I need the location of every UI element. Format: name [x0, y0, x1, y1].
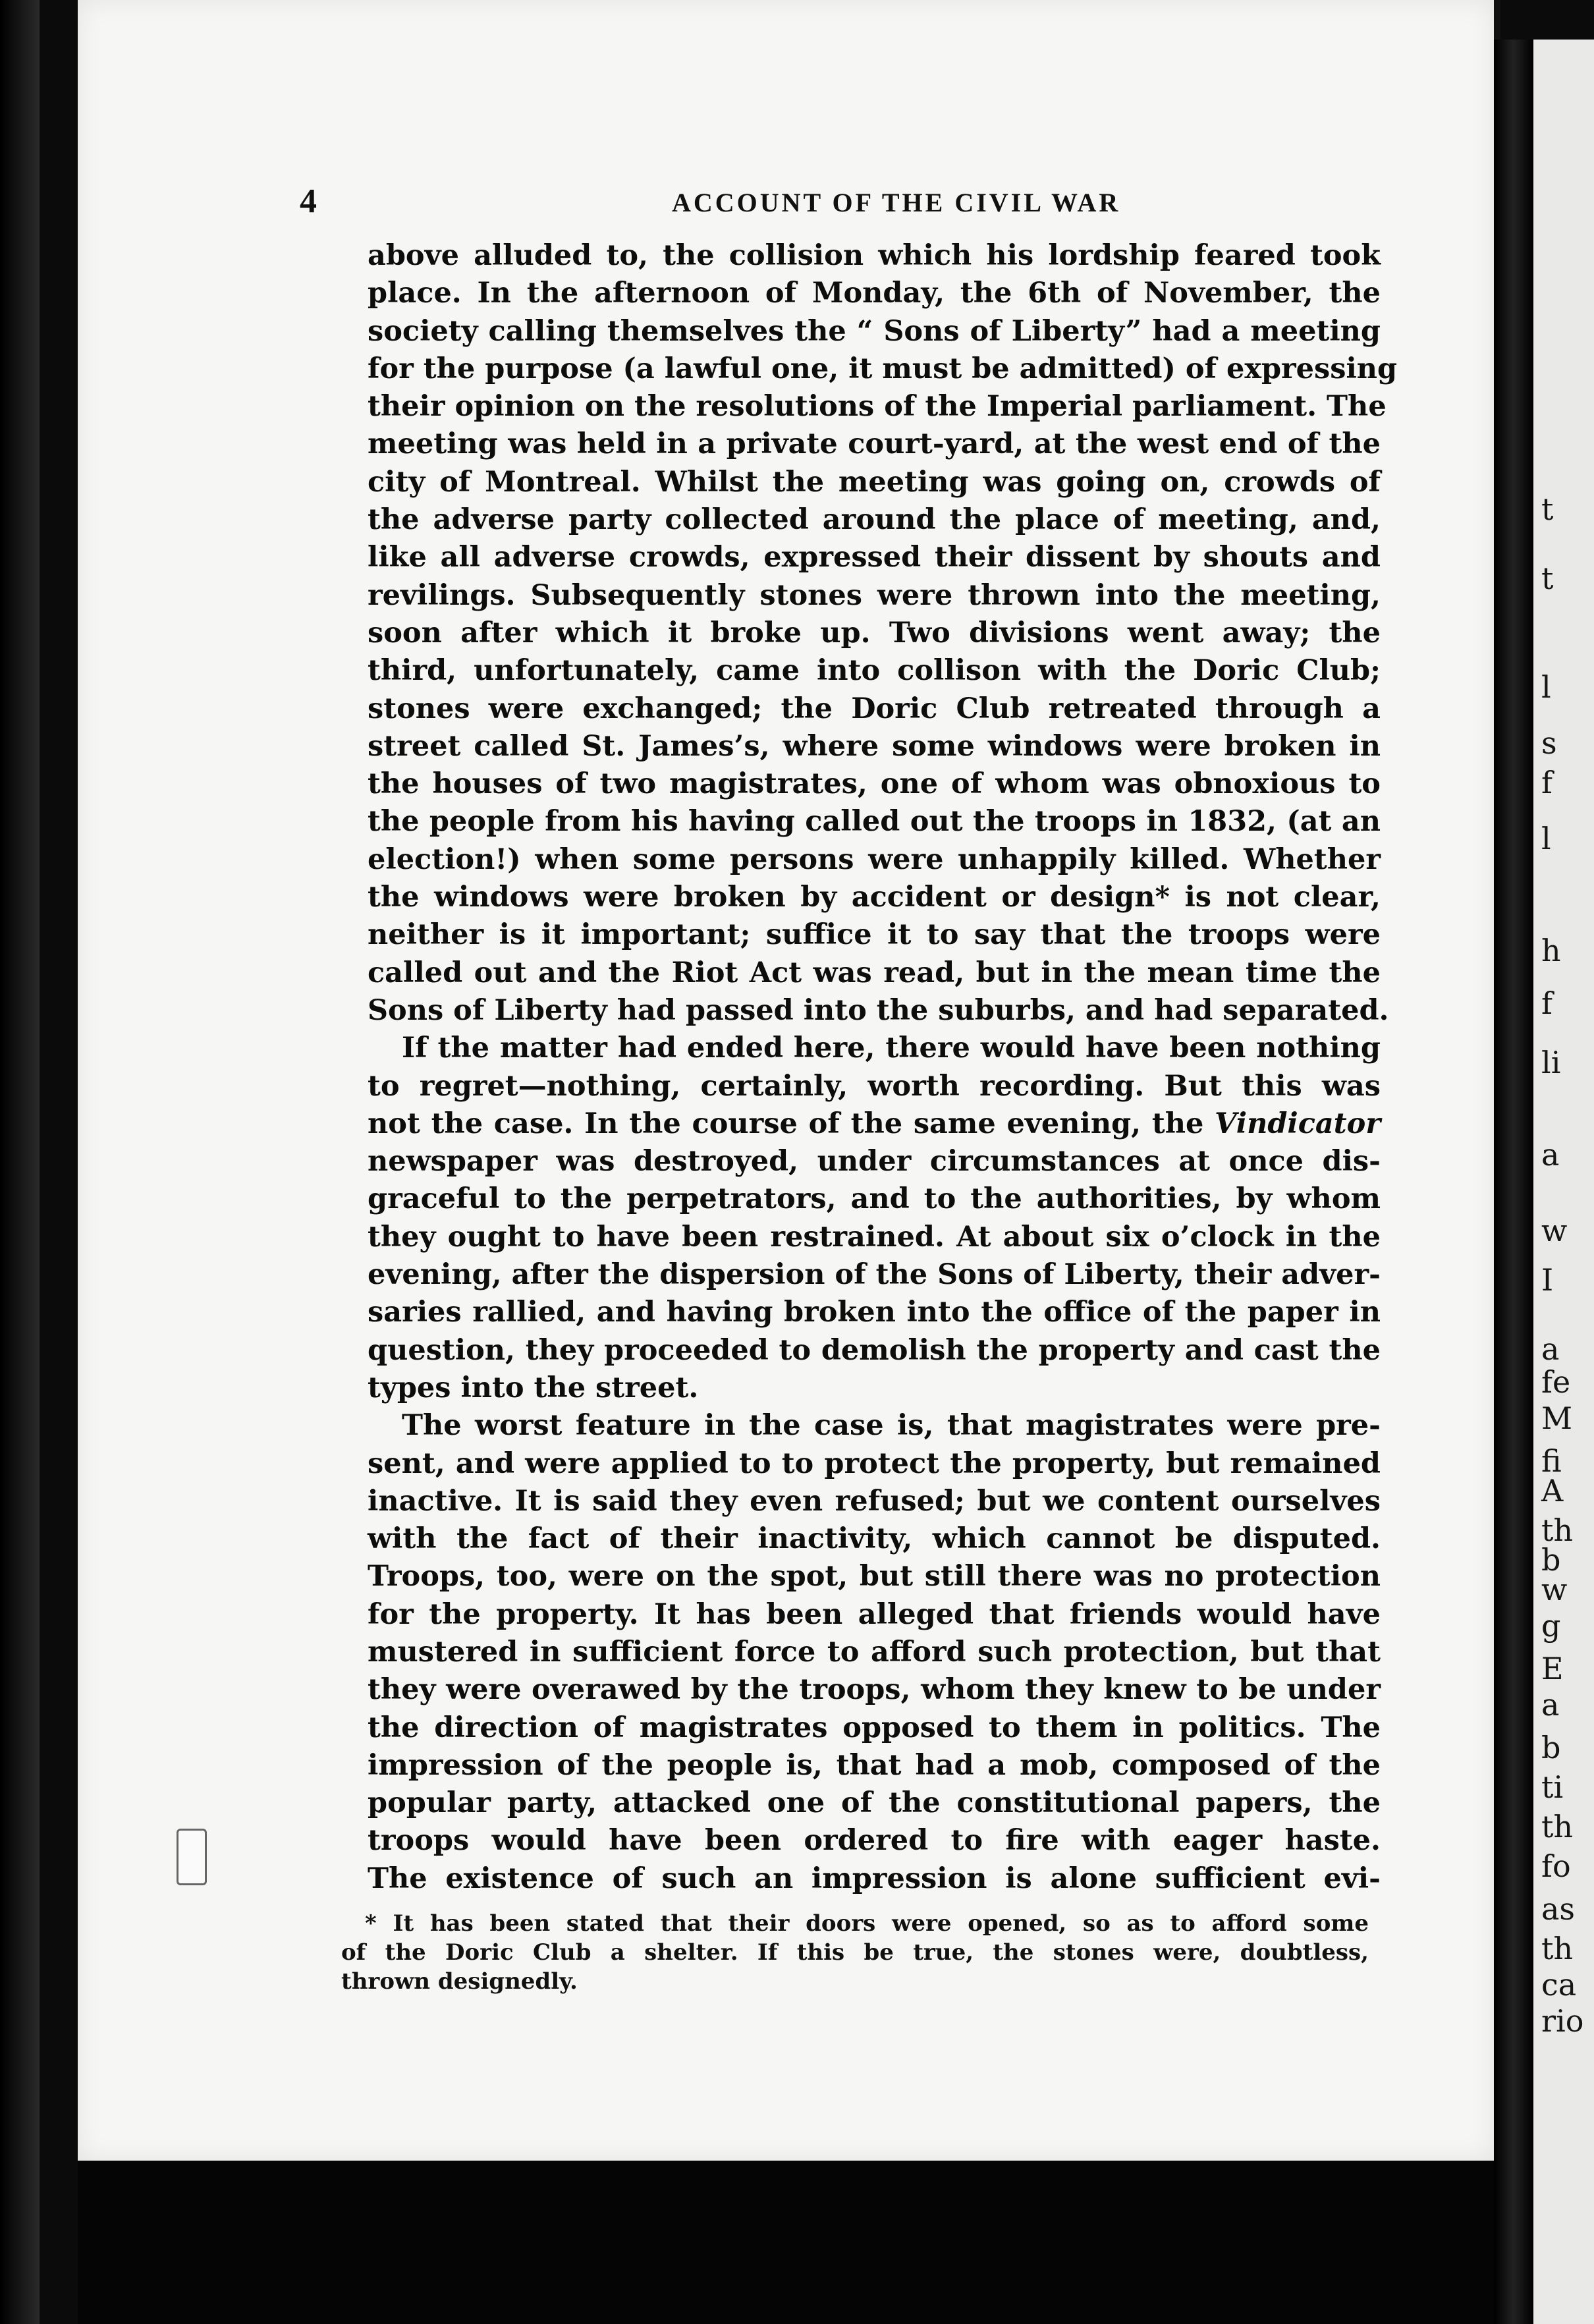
scan-bottom-edge	[78, 2161, 1500, 2324]
facing-page-fragment: th	[1541, 1512, 1574, 1548]
text-line: popular party, attacked one of the constitutional papers, the	[368, 1786, 1381, 1820]
facing-page-fragment: th	[1541, 1809, 1574, 1844]
facing-page-fragment: A	[1541, 1473, 1564, 1508]
facing-page-fragment: g	[1541, 1608, 1561, 1644]
text-line: newspaper was destroyed, under circumstances at once dis-	[368, 1145, 1381, 1178]
body-text	[368, 237, 1398, 1898]
text-line: like all adverse crowds, expressed their dissent by shouts and	[368, 541, 1381, 574]
text-line: stones were exchanged; the Doric Club retreated through a	[368, 692, 1381, 725]
scan-gutter	[0, 0, 40, 2324]
facing-page-fragment: li	[1541, 1045, 1561, 1080]
running-head	[300, 182, 1393, 221]
facing-page-fragment: w	[1541, 1572, 1568, 1607]
facing-page-fragment: w	[1541, 1213, 1568, 1248]
facing-page-fragment: a	[1541, 1137, 1560, 1173]
text-run: not the case. In the course of the same evening, the	[368, 1107, 1204, 1140]
paragraph-2	[368, 1030, 1381, 1407]
facing-page-fragment: a	[1541, 1331, 1560, 1367]
facing-page-fragment: b	[1541, 1730, 1561, 1765]
text-line: neither is it important; suffice it to say that the troops were	[368, 918, 1381, 952]
running-title: ACCOUNT OF THE CIVIL WAR	[672, 188, 1121, 217]
text-line: the houses of two magistrates, one of whom was obnoxious to	[368, 767, 1381, 801]
text-line: Sons of Liberty had passed into the suburbs, and had separated.	[368, 993, 1389, 1027]
facing-page-fragment: t	[1541, 491, 1554, 527]
text-line: election!) when some persons were unhappily killed. Whether	[368, 843, 1381, 876]
facing-page-fragment: l	[1541, 669, 1551, 705]
text-line: the windows were broken by accident or design* is not clear,	[368, 881, 1381, 914]
text-line: third, unfortunately, came into collison with the Doric Club;	[368, 654, 1381, 688]
text-line: evening, after the dispersion of the Sons of Liberty, their adver-	[368, 1258, 1381, 1292]
text-line: they ought to have been restrained. At about six o’clock in the	[368, 1220, 1381, 1254]
facing-page-fragment: ti	[1541, 1769, 1564, 1805]
facing-page-fragment: l	[1541, 821, 1551, 856]
facing-page-fragment: f	[1541, 765, 1553, 800]
text-line: mustered in sufficient force to afford such protection, but that	[368, 1635, 1381, 1669]
text-line: place. In the afternoon of Monday, the 6th of November, the	[368, 277, 1381, 310]
footnote-line: * It has been stated that their doors were opened, so as to afford some	[365, 1910, 1369, 1937]
text-line: street called St. James’s, where some windows were broken in	[368, 729, 1381, 763]
facing-page-fragment: th	[1541, 1931, 1574, 1966]
text-line: Troops, too, were on the spot, but still there was no protection	[368, 1560, 1381, 1593]
facing-page-fragment: b	[1541, 1542, 1561, 1578]
text-line: the direction of magistrates opposed to them in politics. The	[368, 1711, 1381, 1744]
facing-page-fragment: fi	[1541, 1443, 1562, 1479]
margin-mark	[177, 1829, 207, 1885]
text-line: meeting was held in a private court-yard, at the west end of the	[368, 428, 1381, 461]
text-line: society calling themselves the “ Sons of Liberty” had a meeting	[368, 314, 1381, 348]
facing-page-edge	[1533, 40, 1594, 2324]
text-line: the adverse party collected around the place of meeting, and,	[368, 503, 1381, 537]
text-line: to regret—nothing, certainly, worth recording. But this was	[368, 1069, 1381, 1103]
facing-page-fragment: M	[1541, 1400, 1573, 1436]
text-line: soon after which it broke up. Two divisions went away; the	[368, 616, 1381, 650]
text-line: they were overawed by the troops, whom they knew to be under	[368, 1673, 1381, 1707]
text-line: their opinion on the resolutions of the Imperial parliament. The	[368, 390, 1387, 424]
text-line: impression of the people is, that had a mob, composed of the	[368, 1748, 1381, 1782]
text-line	[368, 1105, 1381, 1143]
facing-page-fragment: f	[1541, 985, 1553, 1021]
paragraph-1	[368, 237, 1398, 1030]
text-line: The existence of such an impression is alone sufficient evi-	[368, 1862, 1381, 1895]
facing-page-fragment: fe	[1541, 1364, 1571, 1400]
text-line: called out and the Riot Act was read, but in the mean time the	[368, 956, 1381, 989]
facing-page-fragment: rio	[1541, 2003, 1584, 2039]
text-line: sent, and were applied to to protect the property, but remained	[368, 1447, 1381, 1480]
footnote-line: thrown designedly.	[341, 1968, 578, 1995]
facing-page-fragment: h	[1541, 933, 1561, 968]
text-line: graceful to the perpetrators, and to the authorities, by whom	[368, 1182, 1381, 1216]
facing-page-fragment: fo	[1541, 1848, 1571, 1884]
facing-page-fragment: I	[1541, 1262, 1554, 1298]
facing-page-fragment: a	[1541, 1687, 1560, 1723]
text-line: types into the street.	[368, 1371, 699, 1404]
page-number: 4	[300, 182, 317, 220]
text-line: for the property. It has been alleged that friends would have	[368, 1597, 1381, 1631]
text-line: with the fact of their inactivity, which cannot be disputed.	[368, 1522, 1381, 1556]
text-line: for the purpose (a lawful one, it must be admitted) of expressing	[368, 352, 1398, 385]
text-line: The worst feature in the case is, that magistrates were pre-	[402, 1409, 1381, 1443]
text-line: the people from his having called out the troops in 1832, (at an	[368, 805, 1381, 839]
paragraph-3	[368, 1407, 1381, 1898]
text-line: saries rallied, and having broken into the office of the paper in	[368, 1296, 1381, 1329]
newspaper-name: Vindicator	[1215, 1107, 1381, 1140]
facing-page-fragment: ca	[1541, 1967, 1577, 2003]
facing-page-fragment: s	[1541, 725, 1557, 761]
text-line: troops would have been ordered to fire with eager haste.	[368, 1824, 1381, 1858]
text-line: city of Montreal. Whilst the meeting was going on, crowds of	[368, 465, 1381, 499]
book-spine-edge	[1494, 40, 1533, 2324]
text-line: question, they proceeded to demolish the property and cast the	[368, 1333, 1381, 1367]
facing-page-fragment: as	[1541, 1891, 1576, 1927]
text-line: inactive. It is said they even refused; but we content ourselves	[368, 1484, 1381, 1518]
text-line: above alluded to, the collision which his lordship feared took	[368, 239, 1381, 272]
footnote	[341, 1909, 1369, 1996]
text-line: revilings. Subsequently stones were thrown into the meeting,	[368, 578, 1381, 612]
facing-page-fragment: E	[1541, 1651, 1564, 1686]
facing-page-fragment: t	[1541, 561, 1554, 596]
footnote-line: of the Doric Club a shelter. If this be true, the stones were, doubtless,	[341, 1939, 1369, 1966]
text-line: If the matter had ended here, there would have been nothing	[402, 1032, 1381, 1065]
